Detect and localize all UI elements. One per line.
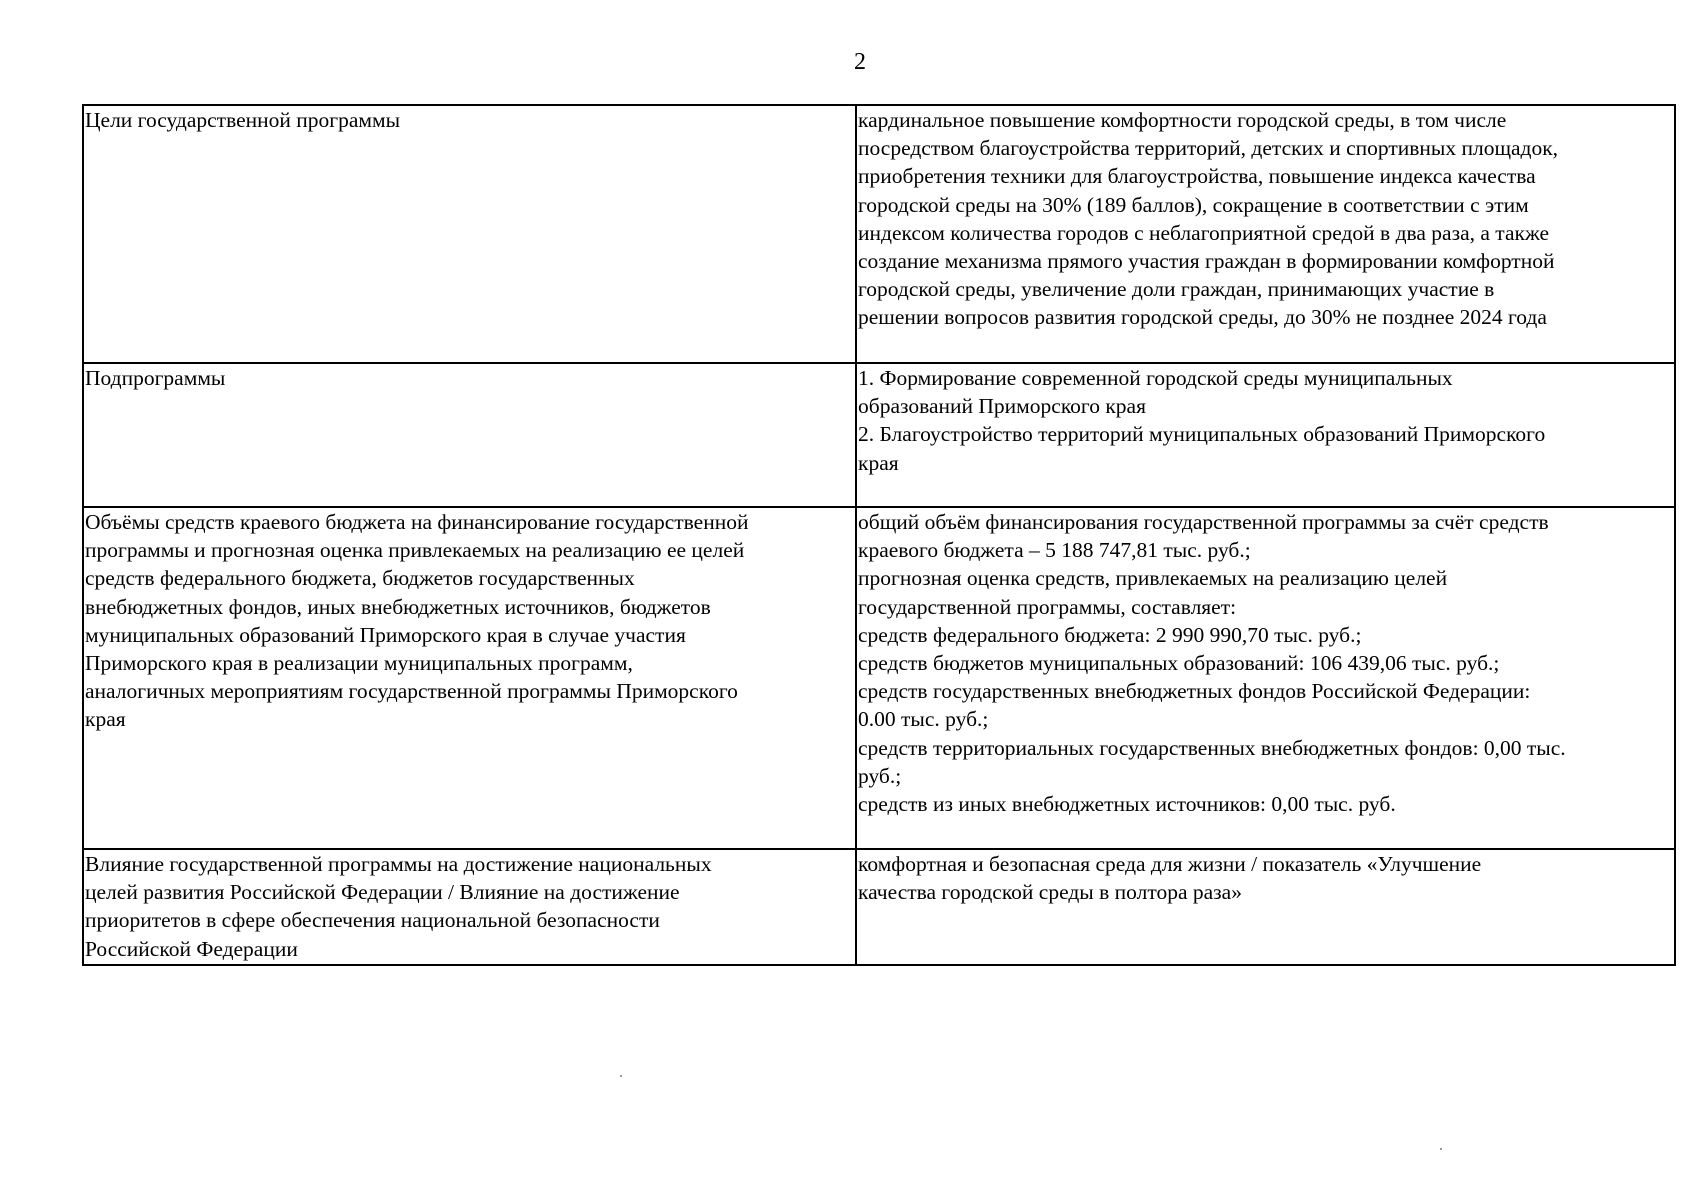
value-line: государственной программы, составляет: <box>858 594 1237 619</box>
table-row-goals <box>83 105 1675 363</box>
value-line: общий объём финансирования государственной программы за счёт средств <box>858 510 1549 534</box>
row-label-finance <box>83 507 856 849</box>
value-line: городской среды, увеличение доли граждан, принимающих участие в <box>858 277 1495 302</box>
program-passport-table <box>82 104 1676 966</box>
label-line: муниципальных образований Приморского края в случае участия <box>85 622 686 647</box>
scan-speck <box>1440 1148 1442 1150</box>
row-value-goals <box>856 105 1675 363</box>
label-line: Российской Федерации <box>85 936 298 961</box>
value-line: кардинальное повышение комфортности городской среды, в том числе <box>858 108 1507 132</box>
label-line: Цели государственной программы <box>85 108 401 132</box>
row-label-subprograms <box>83 363 856 507</box>
label-line: Влияние государственной программы на достижение национальных <box>85 852 712 876</box>
value-line: приобретения техники для благоустройства, повышение индекса качества <box>858 164 1536 189</box>
value-line: руб.; <box>858 763 902 788</box>
table-row-impact <box>83 849 1675 965</box>
value-line: индексом количества городов с неблагоприятной средой в два раза, а также <box>858 220 1550 245</box>
value-line: средств из иных внебюджетных источников: 0,00 тыс. руб. <box>858 792 1396 817</box>
value-line: средств государственных внебюджетных фондов Российской Федерации: <box>858 679 1531 704</box>
value-line: края <box>858 450 899 475</box>
scan-speck <box>620 1075 622 1077</box>
row-label-impact <box>83 849 856 965</box>
label-line: целей развития Российской Федерации / Влияние на достижение <box>85 880 680 905</box>
value-line: создание механизма прямого участия граждан в формировании комфортной <box>858 249 1555 274</box>
value-line: 0.00 тыс. руб.; <box>858 707 989 732</box>
value-line: качества городской среды в полтора раза» <box>858 880 1242 905</box>
value-line: средств территориальных государственных внебюджетных фондов: 0,00 тыс. <box>858 735 1566 760</box>
row-label-goals <box>83 105 856 363</box>
value-line: комфортная и безопасная среда для жизни / показатель «Улучшение <box>858 852 1482 876</box>
label-line: Приморского края в реализации муниципальных программ, <box>85 651 633 676</box>
value-line: городской среды на 30% (189 баллов), сокращение в соответствии с этим <box>858 192 1529 217</box>
value-line: посредством благоустройства территорий, детских и спортивных площадок, <box>858 136 1559 161</box>
value-line: 1. Формирование современной городской среды муниципальных <box>858 366 1453 390</box>
page-number: 2 <box>854 49 866 75</box>
label-line: Подпрограммы <box>85 366 226 390</box>
row-value-finance <box>856 507 1675 849</box>
value-line: средств бюджетов муниципальных образований: 106 439,06 тыс. руб.; <box>858 651 1500 676</box>
label-line: внебюджетных фондов, иных внебюджетных источников, бюджетов <box>85 594 711 619</box>
label-line: Объёмы средств краевого бюджета на финансирование государственной <box>85 510 749 534</box>
value-line: средств федерального бюджета: 2 990 990,70 тыс. руб.; <box>858 622 1362 647</box>
label-line: аналогичных мероприятиям государственной программы Приморского <box>85 679 738 704</box>
value-line: краевого бюджета – 5 188 747,81 тыс. руб.; <box>858 538 1251 563</box>
label-line: приоритетов в сфере обеспечения национальной безопасности <box>85 908 660 933</box>
table-row-finance <box>83 507 1675 849</box>
table-row-subprograms <box>83 363 1675 507</box>
row-value-subprograms <box>856 363 1675 507</box>
value-line: решении вопросов развития городской среды, до 30% не позднее 2024 года <box>858 305 1547 330</box>
value-line: прогнозная оценка средств, привлекаемых на реализацию целей <box>858 566 1448 591</box>
value-line: образований Приморского края <box>858 394 1146 419</box>
row-value-impact <box>856 849 1675 965</box>
label-line: средств федерального бюджета, бюджетов государственных <box>85 566 635 591</box>
label-line: края <box>85 707 126 732</box>
label-line: программы и прогнозная оценка привлекаемых на реализацию ее целей <box>85 538 745 563</box>
value-line: 2. Благоустройство территорий муниципальных образований Приморского <box>858 422 1546 447</box>
